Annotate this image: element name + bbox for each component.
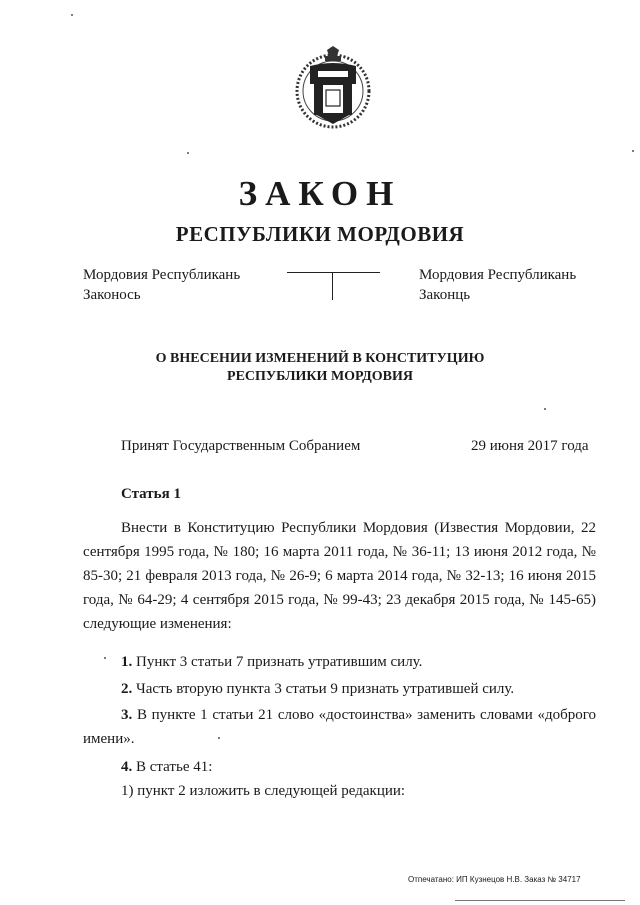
item-number: 1. bbox=[121, 654, 133, 670]
paragraph-item-1 bbox=[83, 650, 596, 674]
header-divider-horizontal bbox=[287, 272, 380, 273]
right-name-block bbox=[419, 265, 576, 305]
item-text: Пункт 3 статьи 7 признать утратившим силу. bbox=[132, 654, 423, 670]
law-heading-line-2: РЕСПУБЛИКИ МОРДОВИЯ bbox=[227, 369, 413, 384]
scan-speck bbox=[104, 657, 106, 659]
paragraph-intro: Внести в Конституцию Республики Мордовия (Известия Мордовии, 22 сентября 1995 года, № 180; 16 марта 2011 года, № 36-11; 13 июня 2012 года, № 85-30; 21 февраля 2013 года, № 26-9; 6 марта 2014 года, № 32-13; 16 июня 2015 года, № 64-29; 4 сентября 2015 года, № 99-43; 23 декабря 2015 года, № 145-65) следующие изменения: bbox=[83, 520, 596, 632]
scan-speck bbox=[187, 152, 189, 154]
item-number: 2. bbox=[121, 681, 133, 697]
document-subtitle: РЕСПУБЛИКИ МОРДОВИЯ bbox=[175, 222, 465, 246]
coat-of-arms-icon bbox=[288, 44, 378, 134]
right-name-line-1: Мордовия Республикань bbox=[419, 267, 577, 283]
accepted-by-text: Принят Государственным Собранием bbox=[121, 438, 361, 454]
scan-speck bbox=[632, 150, 634, 152]
item-number: 3. bbox=[121, 707, 133, 723]
item-text: Часть вторую пункта 3 статьи 9 признать утратившей силу. bbox=[132, 681, 515, 697]
item-number: 4. bbox=[121, 759, 133, 775]
bottom-rule bbox=[455, 900, 625, 901]
adoption-date: 29 июня 2017 года bbox=[471, 438, 589, 454]
scan-speck bbox=[71, 14, 73, 16]
paragraph-subitem-1: 1) пункт 2 изложить в следующей редакции: bbox=[121, 783, 406, 799]
paragraph-item-4 bbox=[83, 755, 596, 779]
left-name-line-2: Законось bbox=[83, 287, 141, 303]
item-text: В пункте 1 статьи 21 слово «достоинства» заменить словами «доброго имени». bbox=[83, 707, 596, 747]
law-heading bbox=[0, 350, 640, 386]
item-text: В статье 41: bbox=[132, 759, 213, 775]
paragraph-item-3 bbox=[83, 703, 596, 751]
right-name-line-2: Законць bbox=[419, 287, 471, 303]
print-footer: Отпечатано: ИП Кузнецов Н.В. Заказ № 34717 bbox=[408, 875, 581, 884]
document-title: ЗАКОН bbox=[238, 174, 402, 213]
left-name-line-1: Мордовия Республикань bbox=[83, 267, 241, 283]
header-divider-vertical bbox=[332, 272, 333, 300]
law-heading-line-1: О ВНЕСЕНИИ ИЗМЕНЕНИЙ В КОНСТИТУЦИЮ bbox=[155, 351, 485, 366]
left-name-block bbox=[83, 265, 240, 305]
paragraph-item-2 bbox=[83, 677, 596, 701]
article-heading: Статья 1 bbox=[121, 486, 181, 502]
scan-speck bbox=[218, 737, 220, 739]
scan-speck bbox=[544, 408, 546, 410]
